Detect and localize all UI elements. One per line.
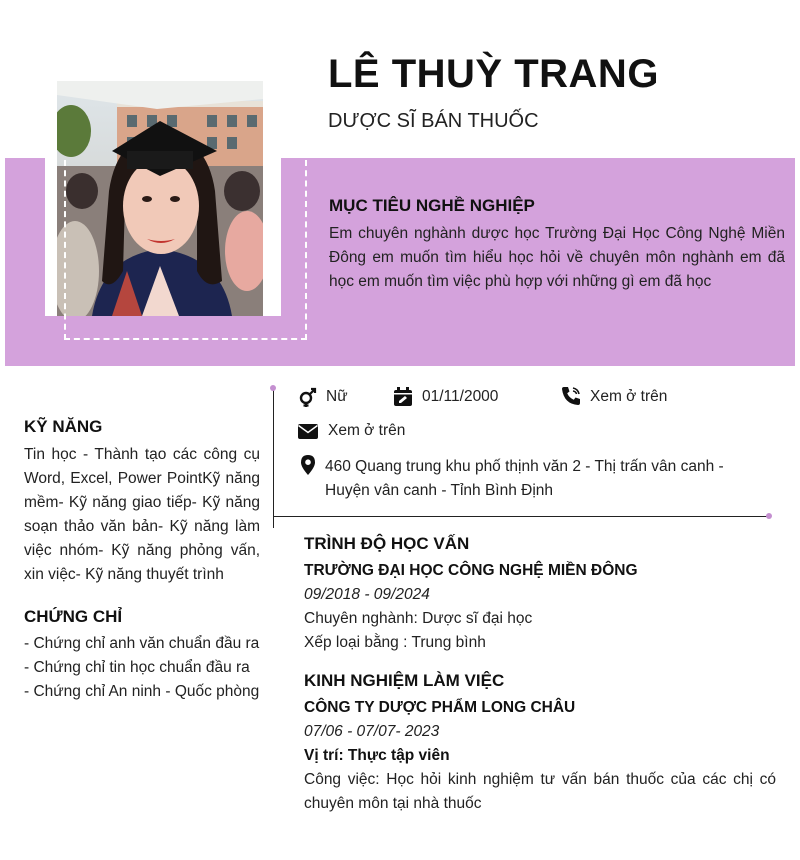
experience-description: Công việc: Học hỏi kinh nghiệm tư vấn bán thuốc của các chị có chuyên môn tại nhà thuốc xyxy=(304,771,776,812)
photo-dashed-frame xyxy=(64,160,307,340)
certificate-item: - Chứng chỉ anh văn chuẩn đầu ra xyxy=(24,635,260,652)
gender-value: Nữ xyxy=(326,388,348,405)
experience-heading: KINH NGHIỆM LÀM VIỆC xyxy=(304,671,505,690)
objective-heading: MỤC TIÊU NGHỀ NGHIỆP xyxy=(329,196,535,215)
email-icon xyxy=(297,420,319,442)
objective-text: Em chuyên nghành dược học Trường Đại Học Công Nghệ Miền Đông em muốn tìm hiểu học hỏi về chuyên môn nghành em đã học em muốn tìm việc phù hợp với những gì em đã học xyxy=(329,225,785,290)
horizontal-divider xyxy=(273,516,769,517)
candidate-role: DƯỢC SĨ BÁN THUỐC xyxy=(328,110,539,132)
education-major: Chuyên nghành: Dược sĩ đại học xyxy=(304,610,533,627)
divider-dot xyxy=(270,385,276,391)
email-value: Xem ở trên xyxy=(328,422,406,439)
candidate-name: LÊ THUỲ TRANG xyxy=(328,52,659,96)
experience-company: CÔNG TY DƯỢC PHẨM LONG CHÂU xyxy=(304,699,576,716)
birthday-value: 01/11/2000 xyxy=(422,388,499,405)
education-grade: Xếp loại bằng : Trung bình xyxy=(304,634,486,651)
location-icon xyxy=(297,454,319,476)
gender-icon xyxy=(297,386,319,408)
divider-dot xyxy=(766,513,772,519)
phone-value: Xem ở trên xyxy=(590,388,668,405)
vertical-divider xyxy=(273,388,274,528)
certificates-list xyxy=(24,632,259,704)
education-period: 09/2018 - 09/2024 xyxy=(304,586,430,603)
skills-text: Tin học - Thành tạo các công cụ Word, Excel, Power PointKỹ năng mềm- Kỹ năng giao tiếp- Kỹ năng soạn thảo văn bản- Kỹ năng làm việc nhóm- Kỹ năng phỏng vấn, xin việc- Kỹ năng thuyết trình xyxy=(24,446,260,583)
certificate-item: - Chứng chỉ An ninh - Quốc phòng xyxy=(24,683,260,700)
phone-icon xyxy=(560,385,582,407)
certificates-heading: CHỨNG CHỈ xyxy=(24,607,123,626)
education-school: TRƯỜNG ĐẠI HỌC CÔNG NGHỆ MIỀN ĐÔNG xyxy=(304,562,638,579)
address-value: 460 Quang trung khu phố thịnh văn 2 - Thị trấn vân canh - Huyện vân canh - Tỉnh Bình Định xyxy=(325,458,724,499)
certificate-item: - Chứng chỉ tin học chuẩn đầu ra xyxy=(24,659,250,676)
calendar-icon xyxy=(392,386,414,408)
skills-heading: KỸ NĂNG xyxy=(24,417,103,436)
education-heading: TRÌNH ĐỘ HỌC VẤN xyxy=(304,534,470,553)
experience-period: 07/06 - 07/07- 2023 xyxy=(304,723,440,740)
experience-position: Vị trí: Thực tập viên xyxy=(304,747,450,764)
